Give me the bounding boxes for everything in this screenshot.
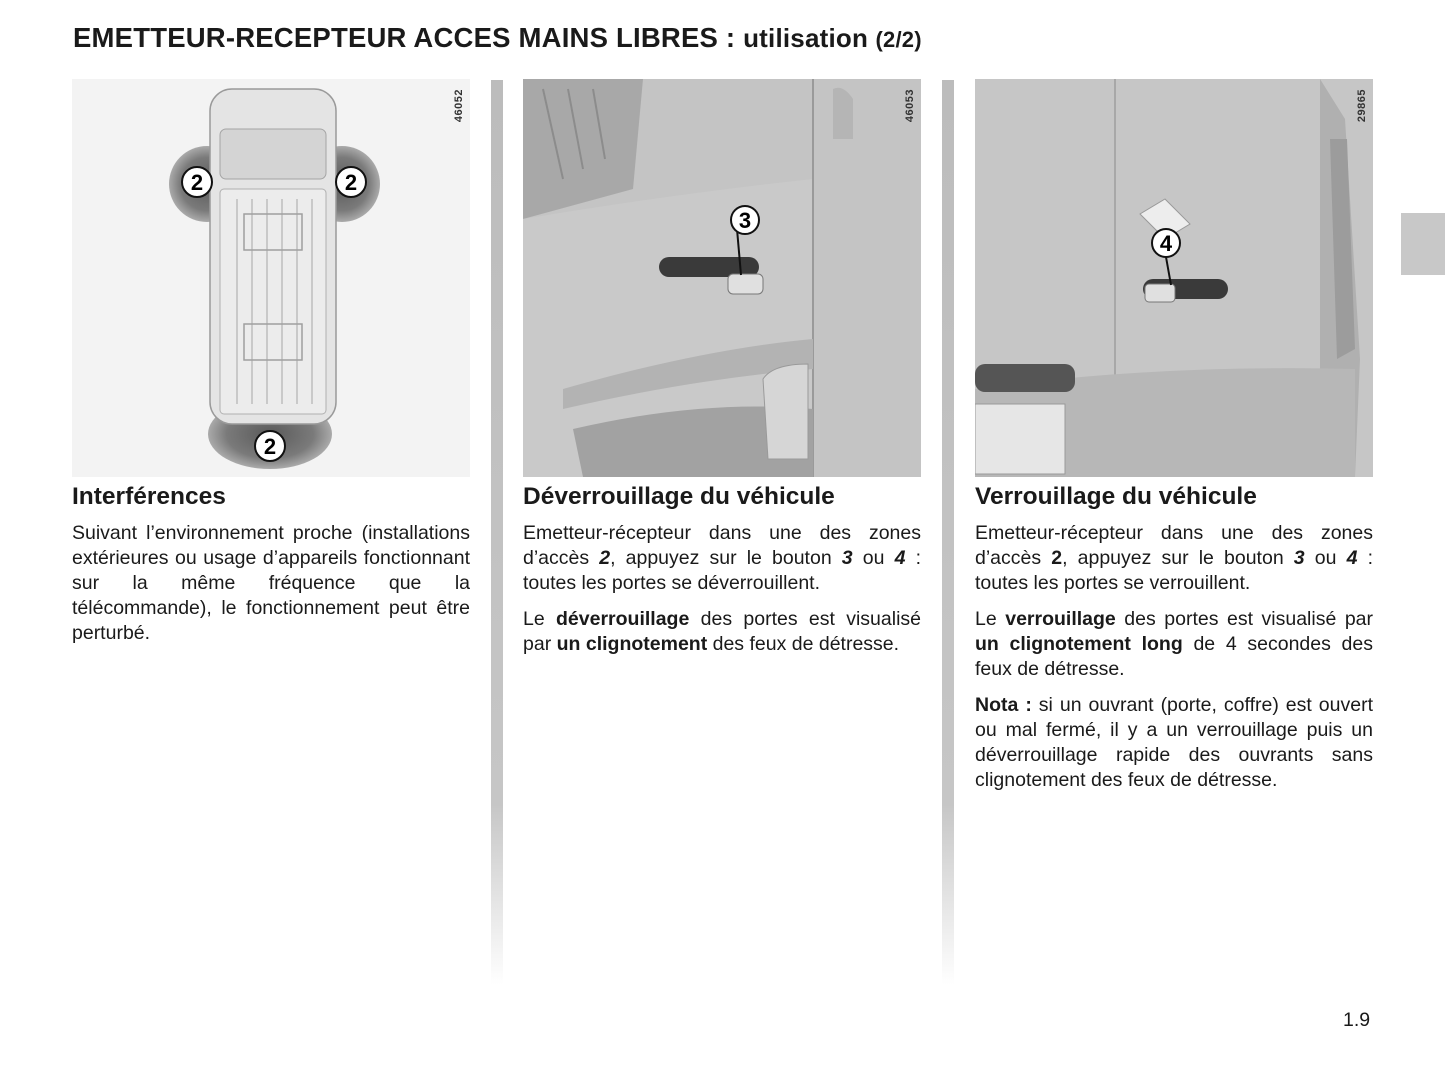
figure-rear-door-handle: [975, 79, 1373, 477]
section-heading-interferences: Interférences: [72, 483, 226, 510]
lock-note-paragraph: Nota : si un ouvrant (porte, coffre) est ouvert ou mal fermé, il y a un verrouillage puis un déverrouillage rapide des ouvrants sans clignotement des feux de détresse.: [975, 694, 1373, 791]
title-sub: utilisation: [743, 23, 876, 53]
callouts-layer: [975, 79, 1373, 477]
figure-ref-number: 29865: [1356, 89, 1368, 123]
title-main: EMETTEUR-RECEPTEUR ACCES MAINS LIBRES :: [73, 22, 744, 53]
figure-van-top-view: [72, 79, 470, 477]
title-page-indicator: (2/2): [875, 27, 922, 52]
interferences-paragraph: Suivant l’environnement proche (installations extérieures ou usage d’appareils fonctionnant sur la même fréquence que la télécommande), le fonctionnement peut être perturbé.: [72, 522, 470, 644]
lock-paragraph-2: Le verrouillage des portes est visualisé par un clignotement long de 4 secondes des feux de détresse.: [975, 608, 1374, 680]
unlock-paragraph-2: Le déverrouillage des portes est visualisé par un clignotement des feux de détresse.: [523, 608, 922, 655]
lock-paragraph-1: Emetteur-récepteur dans une des zones d’accès 2, appuyez sur le bouton 3 ou 4 : toutes les portes se verrouillent.: [975, 522, 1374, 594]
column-lock: [975, 79, 1373, 804]
column-divider-right: [942, 80, 954, 985]
unlock-paragraph-1: Emetteur-récepteur dans une des zones d’accès 2, appuyez sur le bouton 3 ou 4 : toutes les portes se déverrouillent.: [523, 522, 922, 594]
page-title: [73, 22, 922, 54]
column-unlock: [523, 79, 921, 668]
section-tab: [1401, 213, 1445, 275]
callouts-layer: [72, 79, 470, 477]
section-heading-unlock: Déverrouillage du véhicule: [523, 483, 835, 510]
callout-label: 2: [344, 170, 358, 195]
callouts-layer: [523, 79, 921, 477]
figure-ref-number: 46053: [904, 89, 916, 123]
callout-label: 2: [190, 170, 204, 195]
callout-label: 4: [1159, 231, 1173, 256]
column-interferences: [72, 79, 470, 657]
section-heading-lock: Verrouillage du véhicule: [975, 483, 1257, 510]
callout-label: 3: [738, 208, 752, 233]
figure-ref-number: 46052: [453, 89, 465, 123]
callout-label: 2: [263, 434, 277, 459]
page-number: 1.9: [1343, 1009, 1371, 1031]
column-divider-left: [491, 80, 503, 985]
figure-front-door-handle: [523, 79, 921, 477]
